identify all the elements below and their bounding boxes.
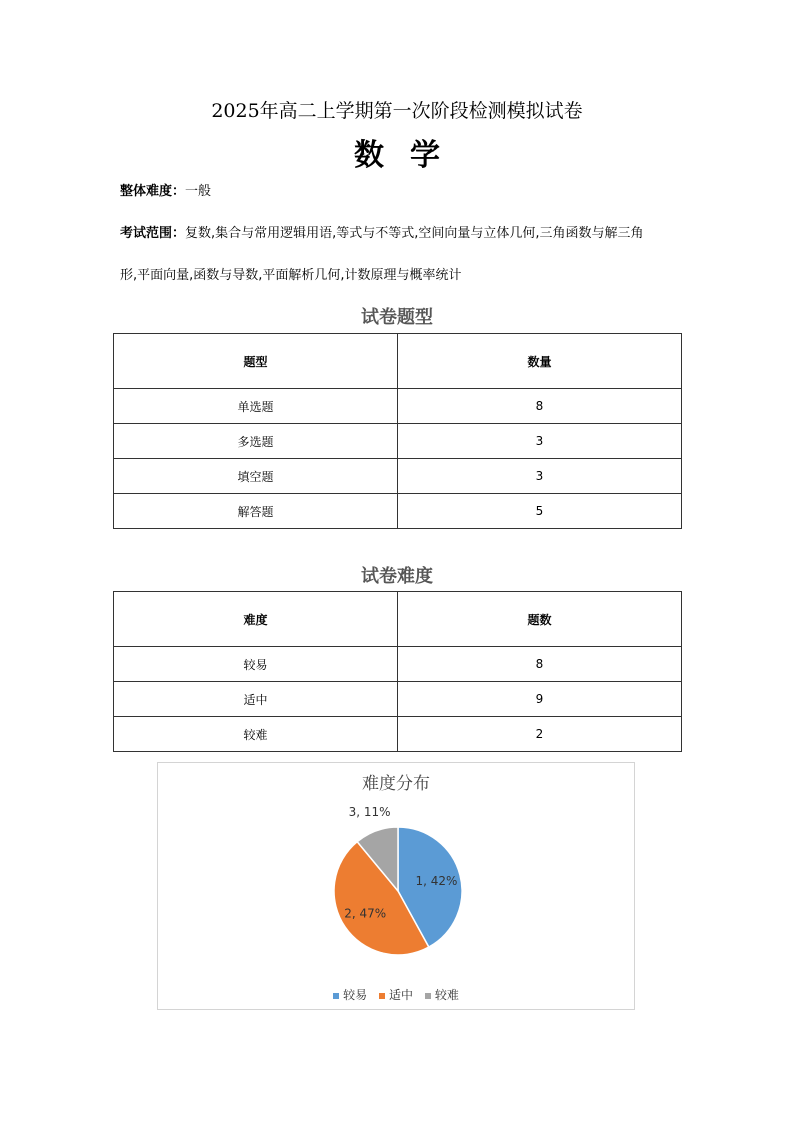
scope-text-1: 复数,集合与常用逻辑用语,等式与不等式,空间向量与立体几何,三角函数与解三角 (185, 226, 644, 241)
table-row (114, 424, 682, 459)
column-header: 题型 (114, 334, 398, 389)
legend-swatch (425, 993, 431, 999)
scope-line-1 (120, 222, 644, 241)
table-row (114, 682, 682, 717)
scope-line-2 (120, 264, 462, 283)
column-header: 题数 (398, 592, 682, 647)
table-cell: 3 (398, 424, 682, 459)
question-types-table (113, 333, 682, 529)
legend-item (425, 986, 459, 1003)
table-header-row (114, 334, 682, 389)
table-header-row (114, 592, 682, 647)
table-cell: 单选题 (114, 389, 398, 424)
scope-text-2: 形,平面向量,函数与导数,平面解析几何,计数原理与概率统计 (120, 268, 462, 283)
table-row (114, 494, 682, 529)
difficulty-line (120, 180, 211, 199)
data-label: 1, 42% (415, 874, 458, 889)
chart-legend (158, 986, 634, 1003)
table-cell: 2 (398, 717, 682, 752)
table-cell: 5 (398, 494, 682, 529)
table-cell: 9 (398, 682, 682, 717)
legend-label: 较难 (434, 988, 459, 1002)
question-types-title: 试卷题型 (361, 307, 433, 328)
difficulty-title: 试卷难度 (361, 566, 433, 587)
legend-item (333, 986, 367, 1003)
column-header: 难度 (114, 592, 398, 647)
pie-svg (158, 763, 634, 983)
difficulty-label: 整体难度： (120, 184, 186, 199)
difficulty-value: 一般 (185, 184, 212, 199)
table-cell: 8 (398, 389, 682, 424)
legend-label: 适中 (388, 988, 413, 1002)
table-row (114, 459, 682, 494)
difficulty-table (113, 591, 682, 752)
table-row (114, 647, 682, 682)
table-cell: 8 (398, 647, 682, 682)
legend-swatch (333, 993, 339, 999)
table-cell: 多选题 (114, 424, 398, 459)
legend-item (379, 986, 413, 1003)
subject-title: 数学 (354, 138, 466, 173)
page-title: 2025年高二上学期第一次阶段检测模拟试卷 (211, 100, 583, 122)
table-row (114, 389, 682, 424)
table-cell: 填空题 (114, 459, 398, 494)
table-cell: 适中 (114, 682, 398, 717)
legend-swatch (379, 993, 385, 999)
table-cell: 较易 (114, 647, 398, 682)
difficulty-pie-chart (157, 762, 635, 1010)
data-label: 3, 11% (348, 804, 391, 819)
column-header: 数量 (398, 334, 682, 389)
table-cell: 解答题 (114, 494, 398, 529)
table-cell: 较难 (114, 717, 398, 752)
data-label: 2, 47% (344, 906, 387, 921)
table-row (114, 717, 682, 752)
chart-title: 难度分布 (362, 774, 430, 794)
legend-label: 较易 (343, 988, 368, 1002)
table-cell: 3 (398, 459, 682, 494)
scope-label: 考试范围： (120, 226, 186, 241)
